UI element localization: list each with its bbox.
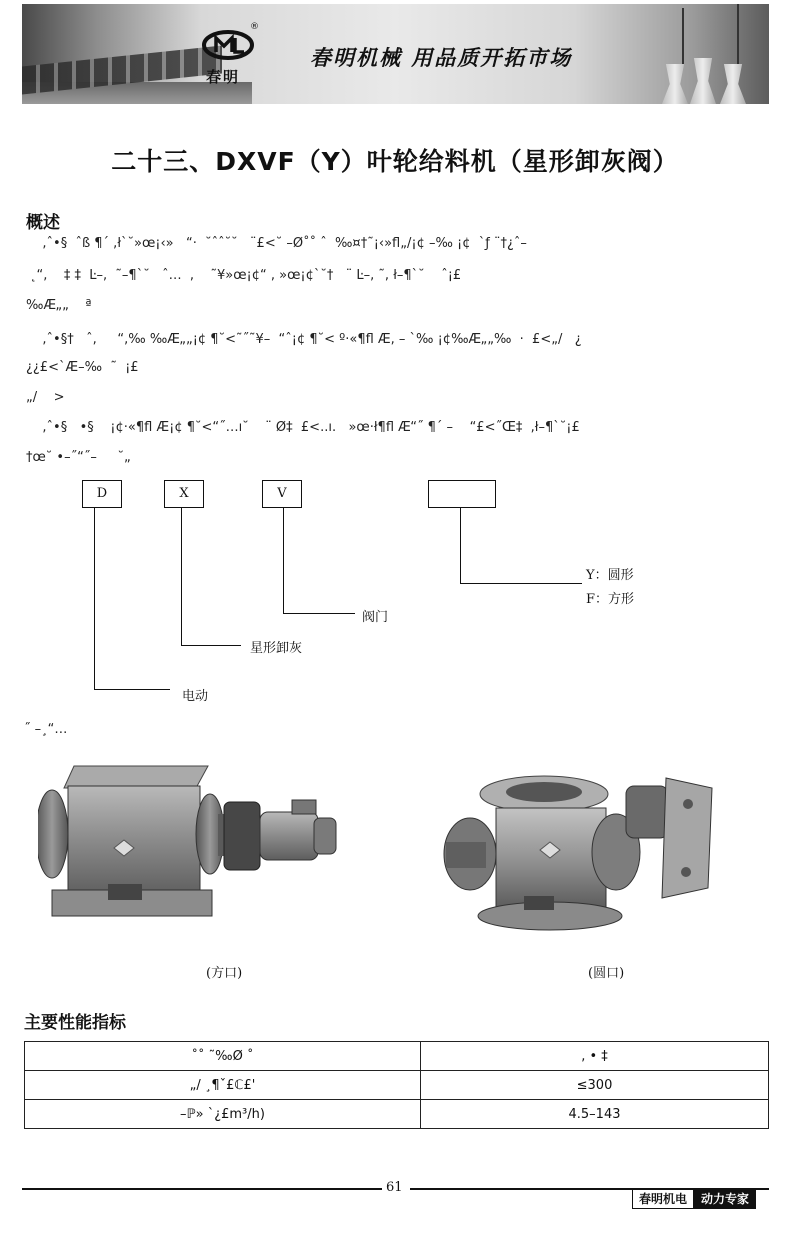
power-pylon-image — [682, 8, 684, 64]
leader-line — [181, 645, 241, 646]
table-cell: 4.5–143 — [421, 1100, 769, 1129]
table-cell: „/ ¸¶ˇ£ℂ£' — [25, 1071, 421, 1100]
label-valve: 阀门 — [362, 610, 389, 625]
leader-line — [283, 508, 284, 614]
performance-table — [24, 1041, 769, 1129]
leader-line — [94, 508, 95, 690]
power-pylon-image — [737, 4, 739, 64]
cooling-tower-image — [720, 64, 746, 104]
table-cell: ≤300 — [421, 1071, 769, 1100]
label-star-discharge: 星形卸灰 — [250, 641, 303, 656]
table-cell: , • ‡ — [421, 1042, 769, 1071]
table-row — [25, 1100, 769, 1129]
logo-text: 春明 — [206, 68, 241, 86]
overview-line: ¿¿£<`Æ–‰ ˜ ¡£ — [26, 360, 139, 375]
header-slogan: 春明机械 用品质开拓市场 — [310, 46, 573, 70]
cooling-tower-image — [662, 64, 688, 104]
table-row — [25, 1071, 769, 1100]
round-valve-photo — [440, 768, 720, 936]
caption-square: (方口) — [206, 966, 243, 981]
page-title: 二十三、DXVF（Y）叶轮给料机（星形卸灰阀） — [111, 147, 679, 176]
photos-label: ˝ –¸“… — [24, 722, 68, 737]
leader-line — [94, 689, 170, 690]
code-box-v: V — [262, 480, 302, 508]
label-square: F：方形 — [586, 592, 635, 607]
company-logo-icon — [202, 30, 254, 60]
label-electric: 电动 — [182, 689, 209, 704]
overview-line: „/ > — [26, 390, 65, 405]
table-cell: ˚˚ ˜‰Ø ˚ — [25, 1042, 421, 1071]
page-number: 61 — [382, 1180, 407, 1195]
leader-line — [181, 508, 182, 646]
performance-heading: 主要性能指标 — [24, 1013, 126, 1033]
overview-line: †œ˘ •–˝“˝– ˘„ — [26, 450, 131, 465]
overview-line: ‰Æ„„ ª — [26, 298, 92, 313]
overview-line: ˛“, ‡ ‡ Ŀ–, ˜–¶`˘ ˆ… , ˜¥»œ¡¢“ , »œ¡¢`˘† ¨ Ŀ–, ˜, ł–¶`˘ ˆ¡£ — [30, 268, 462, 283]
footer-brand-name: 春明机电 — [632, 1189, 694, 1209]
footer-brand — [632, 1189, 756, 1209]
caption-round: (圆口) — [588, 966, 625, 981]
code-box-d: D — [82, 480, 122, 508]
leader-line — [460, 583, 582, 584]
overview-line: ,ˆ•§ •§ ¡¢·«¶ﬂ Æ¡¢ ¶˘<“˝…ı˘ ¨ Ø‡ £<..ı. »œ·ł¶ﬂ Æ“˝ ¶´ – “£<˝Œ‡ ,ł–¶`˘¡£ — [30, 420, 580, 435]
overview-line: ,ˆ•§† ˆ, “,‰ ‰Æ„„¡¢ ¶˘<˜˝˜¥– “ˆ¡¢ ¶˘< º·«¶ﬂ Æ, – `‰ ¡¢‰Æ„„‰ · £<„/ ¿ — [30, 332, 582, 347]
leader-line — [460, 508, 461, 584]
overview-heading: 概述 — [26, 213, 60, 233]
label-round: Y：圆形 — [586, 568, 634, 583]
footer-rule — [22, 1188, 382, 1190]
registered-mark: ® — [250, 22, 259, 32]
cooling-tower-image — [690, 58, 716, 104]
leader-line — [283, 613, 355, 614]
footer-brand-tagline: 动力专家 — [694, 1189, 756, 1209]
table-cell: –ℙ» `¿£m³/h) — [25, 1100, 421, 1129]
overview-line: ,ˆ•§ ˆß ¶´ ,ł`˘»œ¡‹» “· ˘ˆˆ˘˘ ¨£<˘ –Ø˚˚ ˆ ‰¤†˜¡‹»ﬂ„/¡¢ –‰ ¡¢ `ƒ ¨†¿ˆ– — [30, 236, 527, 251]
square-valve-photo — [38, 762, 340, 922]
code-box-x: X — [164, 480, 204, 508]
table-row — [25, 1042, 769, 1071]
code-box-shape — [428, 480, 496, 508]
